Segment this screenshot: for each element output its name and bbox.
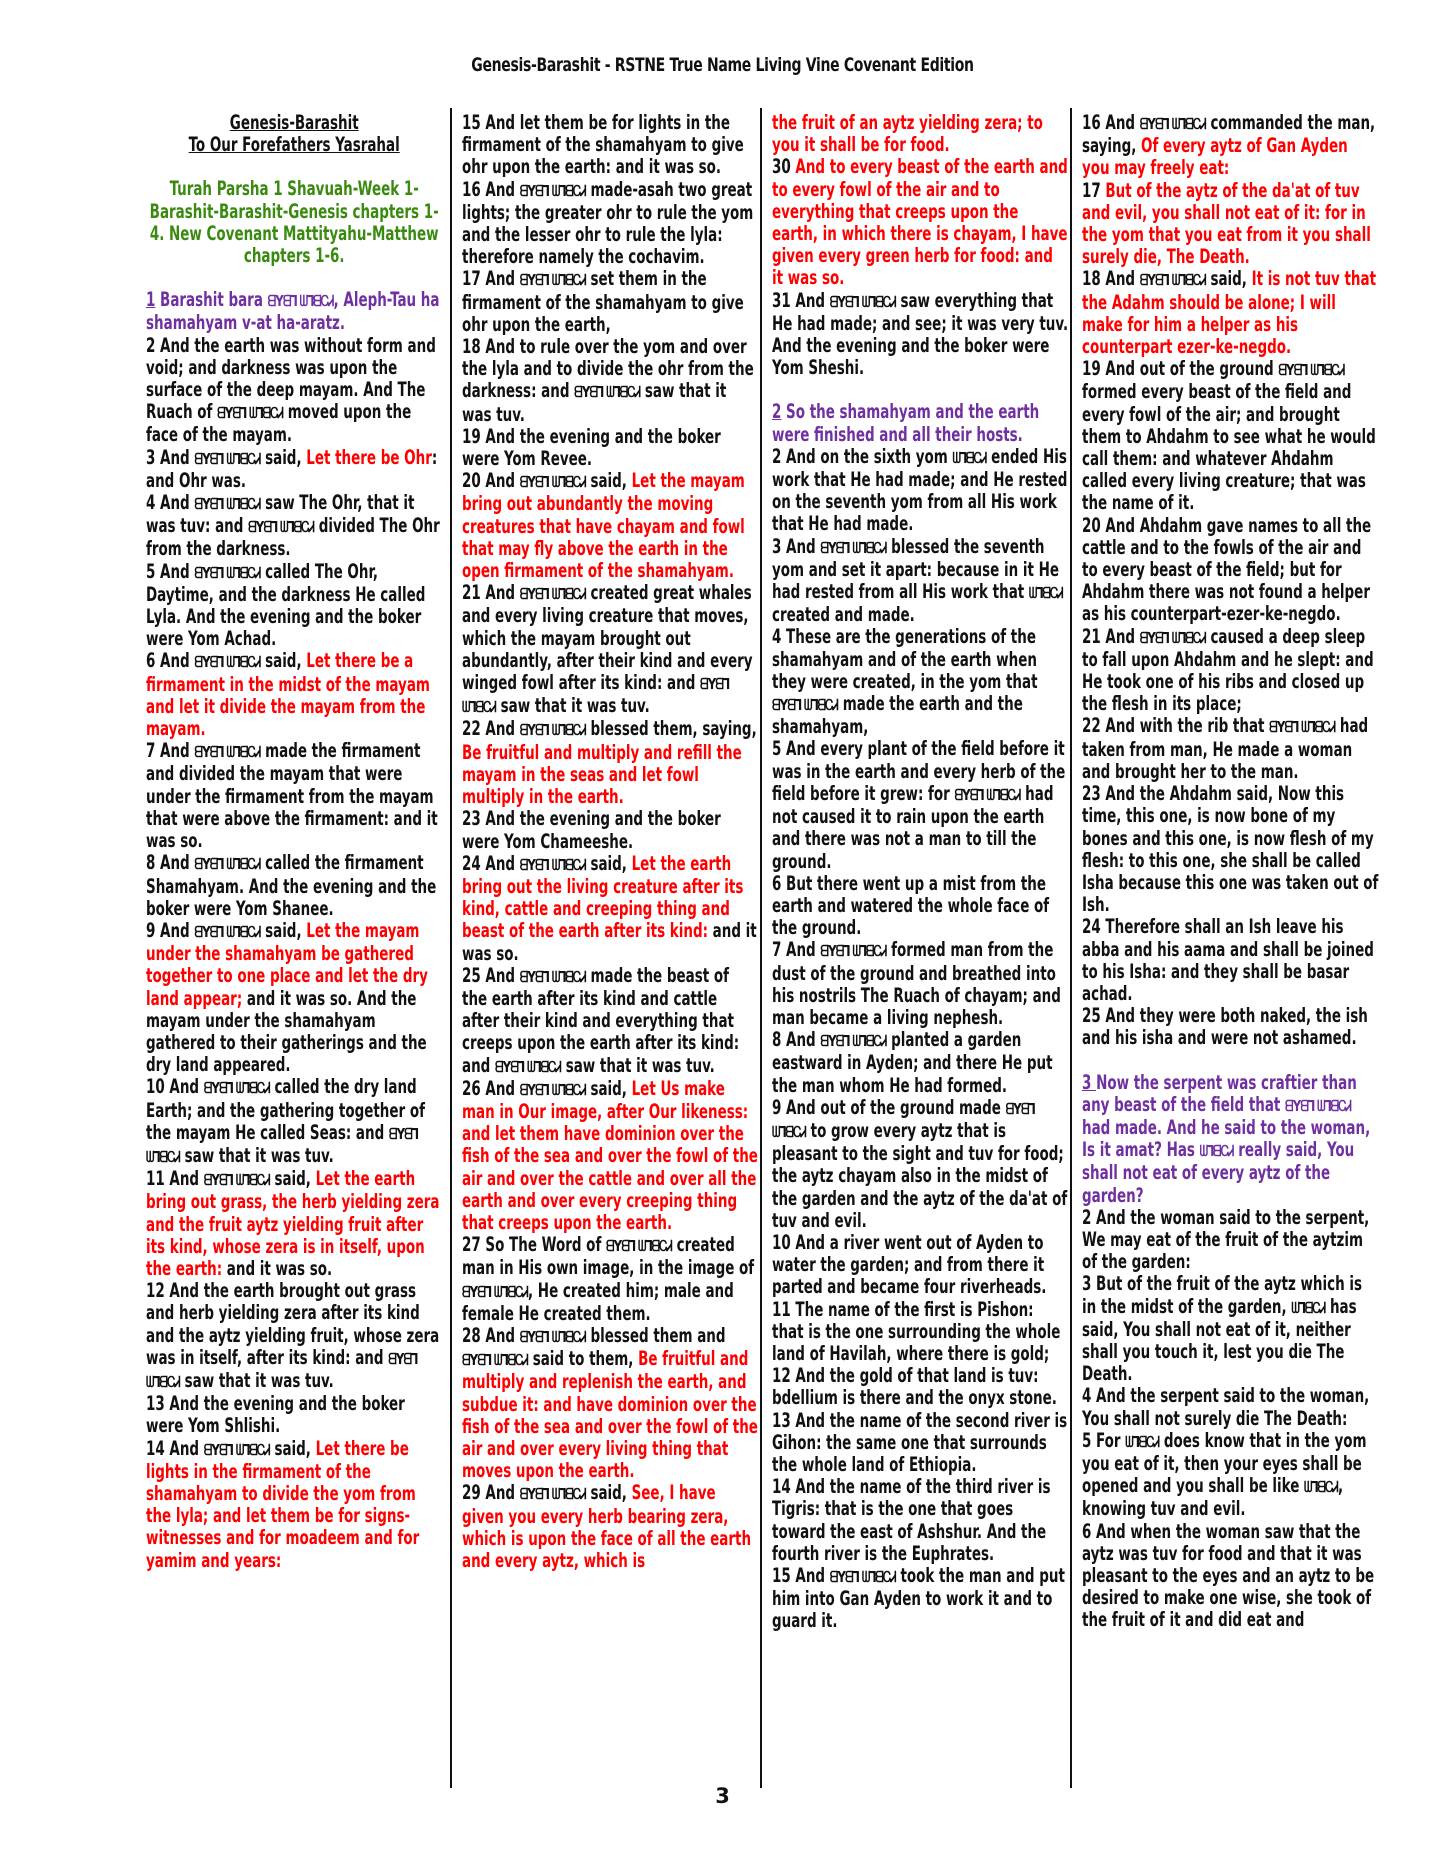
verse-text: said, — [1205, 267, 1252, 291]
verse — [146, 1076, 442, 1168]
verse — [1082, 916, 1378, 1005]
divine-name-paleo-icon: ᗺYᗺꓶ ᗯꓶᗺᏟᏗ — [519, 181, 586, 200]
verse — [772, 536, 1068, 627]
verse-text: 3 But of the fruit of the aytz which is in the midst of the garden, — [1082, 1272, 1362, 1318]
verse-text: 19 And out of the ground — [1082, 357, 1279, 381]
verse — [462, 1234, 758, 1325]
verse-text: said, — [260, 918, 307, 942]
verse-text: 18 And — [1082, 267, 1140, 291]
verse — [146, 561, 442, 651]
text-columns — [140, 108, 1380, 1788]
divine-name-paleo-icon: ᗺYᗺꓶ ᗯꓶᗺᏟᏗ — [954, 785, 1021, 804]
spoken-words-text: But of the aytz of the da'at of tuv and evil, you shall not eat of it: for in the yom that you eat from it you shall surely die, The Death. — [1082, 178, 1371, 269]
verse-text: 20 And Ahdahm gave names to all the cattle and to the fowls of the air and to every beast of the field; but for Ahdahm there was not found a helper as his counterpart-ezer-ke-negdo. — [1082, 513, 1372, 626]
book-title-line2: To Our Forefathers Yasrahal — [188, 133, 400, 157]
verse-text: called The Ohr, Daytime, and the darkness He called Lyla. And the evening and the boker were Yom Achad. — [146, 559, 426, 651]
verse-text: commanded the man, saying, — [1082, 111, 1376, 158]
verse-text: and it was so. — [462, 919, 757, 965]
divine-name-paleo-icon: ᗺYᗺꓶ ᗯꓶᗺᏟᏗ — [772, 696, 839, 715]
divine-name-paleo-icon: ᗺYᗺꓶ ᗯꓶᗺᏟᏗ — [519, 1080, 586, 1099]
verse — [462, 1482, 758, 1572]
spoken-words-text: It is not tuv that the Adahm should be alone; I will make for him a helper as his counterpart ezer-ke-negdo. — [1082, 267, 1377, 359]
section-gap — [772, 379, 1068, 401]
divine-name-paleo-icon: ᗺYᗺꓶ ᗯꓶᗺᏟᏗ — [203, 1440, 270, 1459]
spoken-words-text: Let the earth bring out grass, the herb yielding zera and the fruit aytz yielding fruit after its kind, whose zera is in itself, upon the earth: — [146, 1167, 440, 1280]
verse-text: 30 — [772, 155, 796, 179]
divine-name-paleo-icon: ᗺYᗺꓶ ᗯꓶᗺᏟᏗ — [1139, 271, 1206, 290]
verse — [772, 1410, 1068, 1477]
spoken-words-text: Be fruitful and multiply and replenish the earth, and subdue it: and have dominion over the fish of the sea and over the fowl of the air and over every living thing that moves upon the earth. — [462, 1347, 758, 1483]
divine-name-paleo-icon: ᗺYᗺꓶ ᗯꓶᗺᏟᏗ — [519, 1327, 586, 1346]
verse — [772, 1565, 1068, 1633]
verse — [1082, 1005, 1378, 1049]
verse-text: 16 And — [1082, 111, 1140, 134]
chapter-heading-verse — [772, 401, 1068, 445]
spoken-words-text: Let there be Ohr — [306, 445, 432, 469]
verse-text: set them in the firmament of the shamahyam to give ohr upon the earth, — [462, 267, 744, 336]
chapter-heading-verse — [1082, 1072, 1378, 1207]
verse-text: 12 And the earth brought out grass and herb yielding zera after its kind and the aytz yielding fruit, whose zera was in itself, after its kind: and — [146, 1279, 440, 1369]
verse-text: , He created him; male and female He created them. — [462, 1278, 734, 1325]
verse — [1082, 1521, 1378, 1632]
divine-name-paleo-icon: ᗺYᗺꓶ ᗯꓶᗺᏟᏗ — [605, 1237, 672, 1256]
spoken-words-text: Let the mayam under the shamahyam be gathered together to one place and let the dry land appear; — [146, 918, 428, 1010]
verse-text: 8 And — [146, 851, 195, 875]
verse — [146, 447, 442, 492]
verse-text: 3 And — [146, 445, 195, 469]
divine-name-paleo-icon: ᗺYᗺꓶ ᗯꓶᗺᏟᏗ — [829, 1568, 896, 1586]
chapter-text: , Aleph-Tau ha shamahyam v-at ha-aratz. — [146, 288, 440, 335]
verse-text: 3 And — [772, 534, 821, 558]
verse-text: said, — [269, 1167, 316, 1191]
verse-text: ended His work that He had made; and He rested on the seventh yom from all His work that He had made. — [772, 444, 1068, 536]
verse-text: 12 And the gold of that land is tuv: bdellium is there and the onyx stone. — [772, 1364, 1057, 1410]
spoken-words-text: Let the mayam bring out abundantly the moving creatures that have chayam and fowl that may fly above the earth in the open firmament of the shamahyam. — [462, 469, 745, 583]
verse-text: 25 And — [462, 963, 520, 987]
verse — [146, 650, 442, 740]
chapter-text: Barashit bara — [155, 288, 268, 312]
verse-text: 23 And the Ahdahm said, Now this time, this one, is now bone of my bones and this one, is now flesh of my flesh: to this one, she shall be called Isha because this one was taken out of Ish. — [1082, 782, 1379, 917]
verse-text: saw that it was tuv. — [179, 1368, 334, 1392]
divine-name-paleo-icon: ᗯꓶᗺᏟᏗ — [952, 448, 987, 467]
verse-list — [1082, 112, 1378, 1632]
verse — [146, 1168, 442, 1280]
chapter-text: 3 — [1082, 1070, 1097, 1094]
verse-text: 26 And — [462, 1076, 520, 1100]
verse — [146, 492, 442, 561]
chapter-text: 2 — [772, 400, 782, 424]
verse — [772, 626, 1068, 738]
verse-text: blessed them and — [585, 1323, 726, 1347]
verse — [772, 1299, 1068, 1366]
divine-name-paleo-icon: ᗺYᗺꓶ ᗯꓶᗺᏟᏗ — [194, 449, 261, 468]
verse — [146, 1280, 442, 1393]
verse-text: does know that in the yom you eat of it, then your eyes shall be opened and you shall be like — [1082, 1428, 1367, 1498]
verse-text: 24 Therefore shall an Ish leave his abba and his aama and shall be joined to his Isha: and they shall be basar achad. — [1082, 915, 1374, 1005]
verse — [462, 470, 758, 582]
verse-text: said, — [269, 1436, 316, 1460]
verse-text: 9 And out of the ground made — [772, 1095, 1006, 1119]
verse-text: said, — [585, 851, 632, 875]
verse-text: created great whales and every living creature that moves, which the mayam brought out abundantly, after their kind and every winged fowl after its kind: and — [462, 581, 753, 695]
divine-name-paleo-icon: ᗺYᗺꓶ ᗯꓶᗺᏟᏗ — [1285, 1096, 1352, 1115]
verse — [772, 446, 1068, 536]
verse — [462, 582, 758, 718]
verse-text: 13 And the name of the second river is Gihon: the same one that surrounds the whole land of Ethiopia. — [772, 1408, 1068, 1476]
divine-name-paleo-icon: ᗺYᗺꓶ ᗯꓶᗺᏟᏗ — [519, 721, 586, 740]
verse-text: 8 And — [772, 1028, 821, 1052]
verse — [772, 873, 1068, 940]
verse-text: formed man from the dust of the ground and breathed into his nostrils The Ruach of chayam; and man became a living nephesh. — [772, 938, 1061, 1029]
chapter-text: really said, You shall not eat of every aytz of the garden? — [1082, 1138, 1355, 1207]
spoken-words-text: the fruit of an aytz yielding zera; to you it shall be for food. — [772, 111, 1043, 157]
verse-text: and it was so. And the mayam under the shamahyam gathered to their gatherings and the dry land appeared. — [146, 986, 427, 1077]
verse — [462, 853, 758, 965]
spoken-words-text: Let there be lights in the firmament of the shamahyam to divide the yom from the lyla; and let them be for signs-witnesses and for moadeem and for yamim and years: — [146, 1436, 420, 1572]
verse — [1082, 112, 1378, 180]
verse — [1082, 515, 1378, 626]
verse-text: 15 And let them be for lights in the firmament of the shamahyam to give ohr upon the earth: and it was so. — [462, 111, 744, 179]
divine-name-paleo-icon: ᗺYᗺꓶ ᗯꓶᗺᏟᏗ — [194, 855, 261, 874]
verse-text: 14 And — [146, 1436, 204, 1460]
verse-text: 19 And the evening and the boker were Yom Revee. — [462, 424, 721, 471]
verse-text: and it was so. — [222, 1256, 333, 1280]
divine-name-paleo-icon: ᗺYᗺꓶ ᗯꓶᗺᏟᏗ — [1269, 718, 1336, 737]
verse-text: saw The Ohr, that it was tuv: and — [146, 491, 415, 538]
verse-list — [146, 289, 442, 1572]
divine-name-paleo-icon: ᗺYᗺꓶ ᗯꓶᗺᏟᏗ — [462, 1282, 529, 1301]
parsha-note: Turah Parsha 1 Shavuah-Week 1-Barashit-Barashit-Genesis chapters 1-4. New Covenant Mattityahu-Matthew chapters 1-6. — [149, 177, 439, 268]
verse-text: called the dry land Earth; and the gathering together of the mayam He called Seas: and — [146, 1075, 425, 1144]
divine-name-paleo-icon: ᗺYᗺꓶ ᗯꓶᗺᏟᏗ — [820, 1032, 887, 1051]
verse — [146, 1393, 442, 1437]
divine-name-paleo-icon: ᗺYᗺꓶ ᗯꓶᗺᏟᏗ — [146, 1124, 418, 1166]
verse-text: said, — [585, 1076, 632, 1100]
column-1 — [140, 108, 450, 1788]
chapter-text: Now the serpent was craftier than any beast of the field that — [1082, 1070, 1357, 1116]
verse-text: said, — [260, 649, 307, 673]
divine-name-paleo-icon: ᗺYᗺꓶ ᗯꓶᗺᏟᏗ — [248, 518, 315, 537]
verse — [462, 718, 758, 808]
verse-text: blessed the seventh yom and set it apart: because in it He had rested from all His work that — [772, 534, 1059, 604]
chapter-text: 1 — [146, 288, 156, 312]
column-4 — [1070, 108, 1380, 1788]
verse-text: made the beast of the earth after its kind and cattle after their kind and everything that creeps upon the earth after its kind: and — [462, 963, 740, 1077]
spoken-words-text: See, I have given you every herb bearing zera, which is upon the face of all the earth and every aytz, which is — [462, 1481, 752, 1572]
verse-text: made the earth and the shamahyam, — [772, 692, 1023, 739]
verse-text: 31 And — [772, 288, 830, 312]
verse — [1082, 1207, 1378, 1274]
divine-name-paleo-icon: ᗺYᗺꓶ ᗯꓶᗺᏟᏗ — [203, 1171, 270, 1190]
divine-name-paleo-icon: ᗺYᗺꓶ ᗯꓶᗺᏟᏗ — [820, 538, 887, 557]
verse-text: 18 And to rule over the yom and over the lyla and to divide the ohr from the darkness: and — [462, 335, 754, 403]
verse — [1082, 1430, 1378, 1521]
divine-name-paleo-icon: ᗯꓶᗺᏟᏗ — [1125, 1432, 1160, 1451]
verse-text: saw that it was tuv. — [561, 1053, 715, 1077]
verse-text: 5 And — [146, 559, 195, 583]
verse-text: 28 And — [462, 1323, 520, 1347]
verse — [1082, 1385, 1378, 1429]
verse-text: 6 And — [146, 649, 195, 673]
verse — [1082, 268, 1378, 358]
spoken-words-text: Let there be a firmament in the midst of the mayam and let it divide the mayam from the mayam. — [146, 649, 430, 741]
divine-name-paleo-icon: ᗺYᗺꓶ ᗯꓶᗺᏟᏗ — [194, 922, 261, 941]
verse-text: said, — [585, 469, 632, 493]
verse-text: 5 For — [1082, 1428, 1126, 1452]
column-2 — [450, 108, 760, 1788]
verse-text: 9 And — [146, 918, 195, 942]
verse — [146, 852, 442, 920]
verse-text: made the firmament and divided the mayam that were under the firmament from the mayam that were above the firmament: and it was so. — [146, 739, 438, 853]
chapter-text: had made. And he said to the woman, Is it amat? Has — [1082, 1115, 1371, 1162]
spoken-words-text: Of every aytz of Gan Ayden you may freely eat: — [1082, 134, 1348, 180]
verse — [1082, 1273, 1378, 1385]
divine-name-paleo-icon: ᗺYᗺꓶ ᗯꓶᗺᏟᏗ — [519, 271, 586, 290]
divine-name-paleo-icon: ᗺYᗺꓶ ᗯꓶᗺᏟᏗ — [519, 585, 586, 604]
verse-text: made-asah two great lights; the greater ohr to rule the yom and the lesser ohr to rule the lyla: therefore namely the cochavim. — [462, 177, 754, 269]
divine-name-paleo-icon: ᗺYᗺꓶ ᗯꓶᗺᏟᏗ — [267, 292, 334, 311]
verse — [462, 179, 758, 269]
divine-name-paleo-icon: ᗺYᗺꓶ ᗯꓶᗺᏟᏗ — [829, 292, 896, 311]
verse-text: 25 And they were both naked, the ish and his isha and were not ashamed. — [1082, 1004, 1368, 1050]
verse-text: had not caused it to rain upon the earth and there was not a man to till the ground. — [772, 781, 1054, 873]
divine-name-paleo-icon: ᗯꓶᗺᏟᏗ — [1291, 1298, 1326, 1317]
divine-name-paleo-icon: ᗺYᗺꓶ ᗯꓶᗺᏟᏗ — [574, 383, 641, 402]
divine-name-paleo-icon: ᗺYᗺꓶ ᗯꓶᗺᏟᏗ — [194, 653, 261, 672]
verse-text: 11 The name of the first is Pishon: that is the one surrounding the whole land of Havilah, where there is gold; — [772, 1297, 1061, 1365]
divine-name-paleo-icon: ᗺYᗺꓶ ᗯꓶᗺᏟᏗ — [146, 1349, 417, 1391]
spoken-words-text: Let the earth bring out the living creature after its kind, cattle and creeping thing and beast of the earth after its kind: — [462, 851, 744, 943]
book-title — [146, 112, 442, 156]
verse-text: 16 And — [462, 177, 520, 201]
verse — [772, 939, 1068, 1029]
verse-text: 17 — [1082, 178, 1106, 202]
verse-text: saw that it was tuv. — [462, 379, 727, 426]
verse-text: 10 And a river went out of Ayden to water the garden; and from there it parted and became four riverheads. — [772, 1230, 1047, 1299]
column-3 — [760, 108, 1070, 1788]
divine-name-paleo-icon: ᗺYᗺꓶ ᗯꓶᗺᏟᏗ — [820, 942, 887, 961]
divine-name-paleo-icon: ᗺYᗺꓶ ᗯꓶᗺᏟᏗ — [194, 563, 261, 582]
verse-text: moved upon the face of the mayam. — [146, 400, 412, 447]
verse — [146, 335, 442, 447]
verse-text: took the man and put him into Gan Ayden to work it and to guard it. — [772, 1564, 1065, 1633]
verse — [462, 808, 758, 852]
verse — [462, 1325, 758, 1482]
verse-text: 5 And every plant of the field before it was in the earth and every herb of the field before it grew: for — [772, 737, 1066, 805]
verse-text: 4 And the serpent said to the woman, You shall not surely die The Death: — [1082, 1384, 1370, 1430]
verse — [772, 1365, 1068, 1409]
book-title-line1: Genesis-Barashit — [229, 111, 359, 134]
verse — [772, 1232, 1068, 1299]
divine-name-paleo-icon: ᗺYᗺꓶ ᗯꓶᗺᏟᏗ — [194, 743, 261, 762]
verse-text: planted a garden eastward in Ayden; and there He put the man whom He had formed. — [772, 1028, 1053, 1097]
verse-text: 24 And — [462, 851, 520, 875]
verse-text: , knowing tuv and evil. — [1082, 1474, 1344, 1521]
verse-text: formed every beast of the field and every fowl of the air; and brought them to Ahdahm to see what he would call them: and whatever Ahdahm called every living creature; that was the name of it. — [1082, 380, 1376, 515]
verse-text: called the firmament Shamahyam. And the evening and the boker were Yom Shanee. — [146, 851, 437, 920]
verse-text: created and made. — [772, 603, 915, 627]
page-number: 3 — [715, 1784, 730, 1808]
verse-text: 23 And the evening and the boker were Yom Chameeshe. — [462, 807, 721, 853]
verse-text: 2 And the woman said to the serpent, We may eat of the fruit of the aytzim of the garden: — [1082, 1205, 1370, 1274]
verse-text: caused a deep sleep to fall upon Ahdahm and he slept: and He took one of his ribs and closed up the flesh in its place; — [1082, 624, 1374, 716]
verse-text: 10 And — [146, 1075, 204, 1099]
verse-text: saw everything that He had made; and see; it was very tuv. And the evening and the boker were Yom Sheshi. — [772, 288, 1069, 380]
verse-text: said to them, — [528, 1347, 639, 1371]
verse-text: : and Ohr was. — [146, 445, 438, 492]
verse-text: saw that it was tuv. — [495, 694, 650, 718]
verse-text: 20 And — [462, 469, 520, 493]
verse — [146, 1438, 442, 1572]
verse-text: created man in His own image, in the image of — [462, 1233, 755, 1280]
verse — [1082, 358, 1378, 514]
verse — [1082, 783, 1378, 916]
verse-text: 13 And the evening and the boker were Yom Shlishi. — [146, 1392, 405, 1438]
divine-name-paleo-icon: ᗯꓶᗺᏟᏗ — [1304, 1478, 1338, 1497]
verse-text: said, — [260, 445, 307, 469]
verse-text: 22 And — [462, 717, 520, 741]
verse — [772, 738, 1068, 872]
verse — [462, 268, 758, 336]
divine-name-paleo-icon: ᗯꓶᗺᏟᏗ — [1199, 1142, 1234, 1161]
verse — [1082, 626, 1378, 716]
divine-name-paleo-icon: ᗺYᗺꓶ ᗯꓶᗺᏟᏗ — [519, 1485, 586, 1504]
verse-list — [462, 112, 758, 1572]
verse — [772, 112, 1068, 156]
verse-text: 7 And — [772, 938, 821, 962]
divine-name-paleo-icon: ᗺYᗺꓶ ᗯꓶᗺᏟᏗ — [772, 1099, 1035, 1141]
verse-text: saw that it was tuv. — [179, 1143, 334, 1167]
divine-name-paleo-icon: ᗺYᗺꓶ ᗯꓶᗺᏟᏗ — [519, 473, 586, 492]
section-gap — [1082, 1050, 1378, 1072]
verse-text: 11 And — [146, 1167, 204, 1191]
verse — [1082, 715, 1378, 783]
verse-text: said, — [585, 1481, 632, 1505]
divine-name-paleo-icon: ᗺYᗺꓶ ᗯꓶᗺᏟᏗ — [203, 1079, 270, 1098]
verse — [1082, 180, 1378, 269]
verse-text: 29 And — [462, 1481, 520, 1505]
verse-text: 17 And — [462, 267, 520, 291]
divine-name-paleo-icon: ᗺYᗺꓶ ᗯꓶᗺᏟᏗ — [462, 1351, 529, 1370]
verse-text: 21 And — [462, 581, 520, 605]
verse-text: 27 So The Word of — [462, 1233, 606, 1257]
divine-name-paleo-icon: ᗺYᗺꓶ ᗯꓶᗺᏟᏗ — [462, 675, 729, 717]
divine-name-paleo-icon: ᗺYᗺꓶ ᗯꓶᗺᏟᏗ — [495, 1057, 562, 1076]
chapter-text: So the shamahyam and the earth were finished and all their hosts. — [772, 400, 1040, 446]
divine-name-paleo-icon: ᗺYᗺꓶ ᗯꓶᗺᏟᏗ — [519, 967, 586, 986]
divine-name-paleo-icon: ᗺYᗺꓶ ᗯꓶᗺᏟᏗ — [194, 495, 261, 514]
verse-text: 6 But there went up a mist from the earth and watered the whole face of the ground. — [772, 871, 1050, 940]
verse-list — [772, 112, 1068, 1633]
verse-text: 4 These are the generations of the shamahyam and of the earth when they were created, in the yom that — [772, 625, 1038, 693]
verse — [146, 740, 442, 852]
spoken-words-text: Be fruitful and multiply and refill the mayam in the seas and let fowl multiply in the earth. — [462, 740, 742, 809]
spoken-words-text: Let Us make man in Our image, after Our likeness: and let them have dominion over the fish of the sea and over the fowl of the air and over the cattle and over all the earth and over every creeping thing that creeps upon the earth. — [462, 1076, 758, 1234]
verse — [462, 112, 758, 179]
verse-text: 21 And — [1082, 624, 1140, 648]
verse — [146, 920, 442, 1076]
divine-name-paleo-icon: ᗯꓶᗺᏟᏗ — [1028, 584, 1063, 603]
divine-name-paleo-icon: ᗺYᗺꓶ ᗯꓶᗺᏟᏗ — [1139, 115, 1206, 133]
verse-text: 4 And — [146, 491, 195, 515]
verse — [772, 1097, 1068, 1232]
verse-text: 2 And on the sixth yom — [772, 444, 953, 468]
verse-text: 6 And when the woman saw that the aytz was tuv for food and that it was pleasant to the eyes and an aytz to be desired to make one wise, she took of the fruit of it and did eat and — [1082, 1519, 1375, 1632]
verse — [462, 965, 758, 1078]
verse — [462, 426, 758, 470]
divine-name-paleo-icon: ᗺYᗺꓶ ᗯꓶᗺᏟᏗ — [1278, 361, 1345, 380]
verse-text: 14 And the name of the third river is Tigris: that is the one that goes toward the east of Ashshur. And the fourth river is the Euphrates. — [772, 1475, 1051, 1565]
verse — [772, 156, 1068, 289]
verse — [772, 290, 1068, 380]
verse-text: 2 And the earth was without form and void; and darkness was upon the surface of the deep mayam. And The Ruach of — [146, 333, 436, 424]
verse-text: divided The Ohr from the darkness. — [146, 514, 440, 561]
page-header-title: Genesis-Barashit - RSTNE True Name Living Vine Covenant Edition — [471, 54, 974, 76]
verse — [772, 1476, 1068, 1565]
verse-text: has said, You shall not eat of it, neither shall you touch it, lest you die The Death. — [1082, 1294, 1357, 1386]
verse — [772, 1029, 1068, 1097]
divine-name-paleo-icon: ᗺYᗺꓶ ᗯꓶᗺᏟᏗ — [1139, 628, 1206, 647]
verse — [462, 336, 758, 426]
spoken-words-text: And to every beast of the earth and to every fowl of the air and to everything that creeps upon the earth, in which there is chayam, I have given every green herb for food: and it was so. — [772, 155, 1068, 290]
verse-text: 7 And — [146, 739, 195, 763]
verse — [462, 1078, 758, 1234]
verse-text: to grow every aytz that is pleasant to the sight and tuv for food; the aytz chayam also in the midst of the garden and the aytz of the da'at of tuv and evil. — [772, 1118, 1068, 1232]
verse-text: had taken from man, He made a woman and brought her to the man. — [1082, 714, 1369, 783]
chapter-heading-verse — [146, 289, 442, 334]
divine-name-paleo-icon: ᗺYᗺꓶ ᗯꓶᗺᏟᏗ — [217, 404, 284, 423]
verse-text: blessed them, saying, — [585, 717, 757, 741]
verse-text: 22 And with the rib that — [1082, 714, 1270, 738]
verse-text: 15 And — [772, 1564, 830, 1587]
divine-name-paleo-icon: ᗺYᗺꓶ ᗯꓶᗺᏟᏗ — [519, 855, 586, 874]
